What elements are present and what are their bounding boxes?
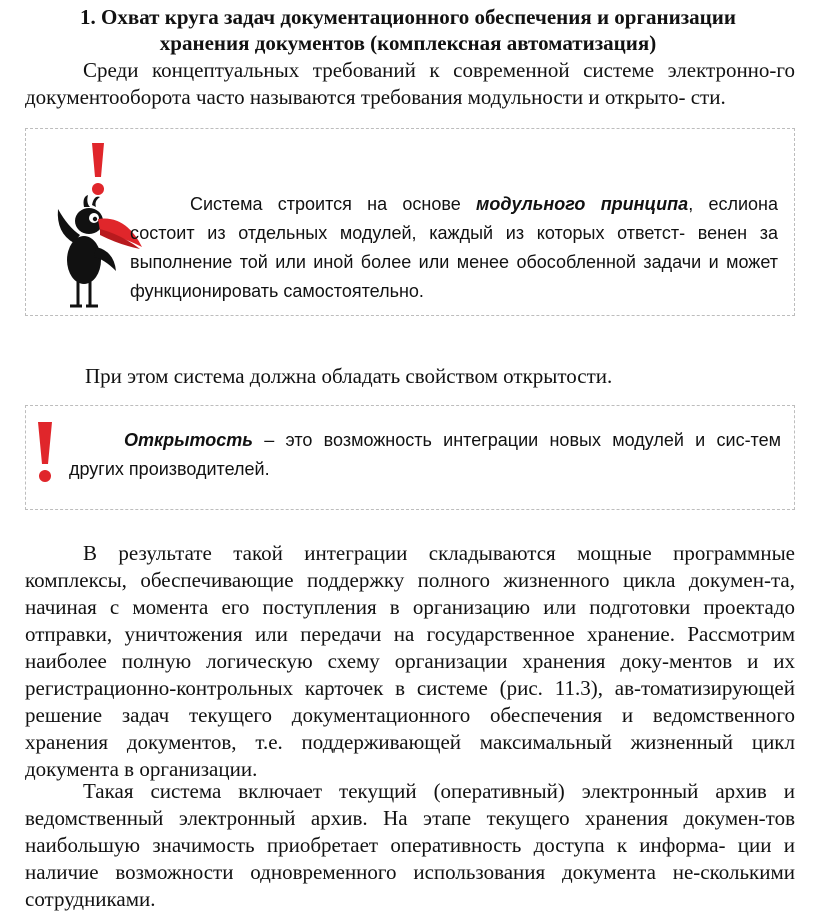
crow-mascot-icon bbox=[34, 135, 144, 313]
body-paragraph-2: Такая система включает текущий (оперативный) электронный архив и ведомственный электронный архив. На этапе текущего хранения докумен-тов наибольшую значимость приобретает оперативность доступа к информа- ции и наличие возможности одновременного использования документа не-сколькими сотрудниками. bbox=[25, 779, 795, 911]
body-paragraph-1: В результате такой интеграции складываются мощные программные комплексы, обеспечивающие поддержку полного жизненного цикла докумен-та, начиная с момента его поступления в организацию или подготовки проектадо отправки, уничтожения или передачи на государственное хранение. Рассмотрим наиболее полную логическую схему организации хранения доку-ментов и их регистрационно-контрольных карточек в системе (рис. 11.3), ав-томатизирующей решение задач текущего документационного обеспечения и ведомственного хранения документов, т.е. поддерживающей максимальный жизненный цикл документа в организации. bbox=[25, 541, 795, 781]
openness-callout bbox=[25, 405, 795, 510]
exclamation-icon bbox=[34, 420, 56, 484]
modularity-term: модульного принципа bbox=[476, 194, 689, 214]
openness-after: – это возможность интеграции новых модулей и сис-тем других производителей. bbox=[69, 430, 781, 479]
openness-text bbox=[69, 426, 781, 484]
modularity-text bbox=[130, 190, 778, 306]
section-title: 1. Охват круга задач документационного обеспечения и организации хранения документов (комплексная автоматизация) bbox=[80, 5, 736, 55]
transition-sentence: При этом система должна обладать свойством открытости. bbox=[85, 364, 613, 388]
modularity-before: Система строится на основе bbox=[190, 194, 477, 214]
modularity-callout bbox=[25, 128, 795, 316]
modularity-after: , еслиона состоит из отдельных модулей, каждый из которых ответст- венен за выполнение той или иной более или менее обособленной задачи и может функционировать самостоятельно. bbox=[130, 194, 779, 301]
intro-paragraph: Среди концептуальных требований к современной системе электронно-го документооборота часто называются требования модульности и открыто- сти. bbox=[25, 58, 795, 109]
openness-term: Открытость bbox=[124, 430, 253, 450]
